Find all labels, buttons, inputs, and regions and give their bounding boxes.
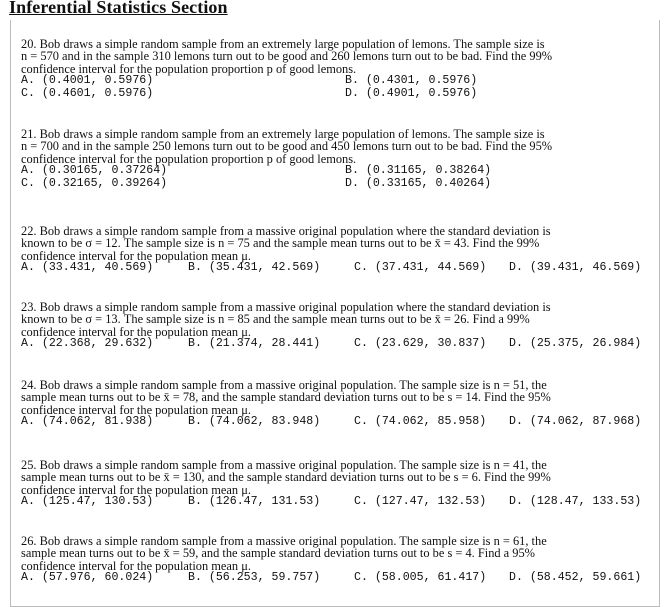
question-24	[21, 379, 646, 429]
option-c[interactable]: C. (0.4601, 0.5976)	[21, 87, 154, 101]
question-line: sample mean turns out to be x̄ = 78, and the sample standard deviation turns out to be s = 14. Find the 95%	[21, 390, 551, 405]
option-d[interactable]: D. (0.33165, 0.40264)	[345, 177, 492, 191]
option-b[interactable]: B. (126.47, 131.53)	[188, 495, 321, 509]
question-line: sample mean turns out to be x̄ = 59, and the sample standard deviation turns out to be s = 4. Find a 95%	[21, 546, 535, 561]
option-d[interactable]: D. (39.431, 46.569)	[509, 261, 642, 275]
option-c[interactable]: C. (0.32165, 0.39264)	[21, 177, 168, 191]
option-a[interactable]: A. (0.4001, 0.5976)	[21, 74, 154, 88]
question-line: 24. Bob draws a simple random sample from a massive original population. The sample size is n = 51, the	[21, 378, 547, 392]
option-d[interactable]: D. (0.4901, 0.5976)	[345, 87, 478, 101]
option-b[interactable]: B. (56.253, 59.757)	[188, 571, 321, 585]
question-line: 22. Bob draws a simple random sample from a massive original population where the standard deviation is	[21, 224, 551, 238]
question-line: n = 570 and in the sample 310 lemons turn out to be good and 260 lemons turn out to be bad. Find the 99%	[21, 49, 553, 64]
question-23	[21, 301, 646, 351]
question-line: sample mean turns out to be x̄ = 130, and the sample standard deviation turns out to be s = 6. Find the 99%	[21, 470, 551, 485]
section-title: Inferential Statistics Section	[9, 0, 228, 17]
option-b[interactable]: B. (74.062, 83.948)	[188, 415, 321, 429]
option-b[interactable]: B. (35.431, 42.569)	[188, 261, 321, 275]
option-a[interactable]: A. (0.30165, 0.37264)	[21, 164, 168, 178]
question-line: known to be σ = 13. The sample size is n = 85 and the sample mean turns out to be x̄ = 26. Find a 99%	[21, 312, 530, 327]
option-d[interactable]: D. (128.47, 133.53)	[509, 495, 642, 509]
question-line: confidence interval for the population mean μ.	[21, 402, 251, 417]
option-c[interactable]: C. (74.062, 85.958)	[354, 415, 487, 429]
question-line: 21. Bob draws a simple random sample from an extremely large population of lemons. The sample size is	[21, 127, 545, 141]
option-a[interactable]: A. (125.47, 130.53)	[21, 495, 154, 509]
option-c[interactable]: C. (58.005, 61.417)	[354, 571, 487, 585]
option-d[interactable]: D. (25.375, 26.984)	[509, 337, 642, 351]
option-b[interactable]: B. (0.31165, 0.38264)	[345, 164, 492, 178]
option-a[interactable]: A. (57.976, 60.024)	[21, 571, 154, 585]
option-b[interactable]: B. (21.374, 28.441)	[188, 337, 321, 351]
question-line: confidence interval for the population mean μ.	[21, 248, 251, 263]
question-line: 26. Bob draws a simple random sample from a massive original population. The sample size is n = 61, the	[21, 534, 547, 548]
question-25	[21, 459, 646, 509]
question-line: confidence interval for the population proportion p of good lemons.	[21, 61, 357, 76]
option-a[interactable]: A. (33.431, 40.569)	[21, 261, 154, 275]
option-c[interactable]: C. (37.431, 44.569)	[354, 261, 487, 275]
question-line: 23. Bob draws a simple random sample from a massive original population where the standard deviation is	[21, 300, 551, 314]
option-a[interactable]: A. (74.062, 81.938)	[21, 415, 154, 429]
option-d[interactable]: D. (58.452, 59.661)	[509, 571, 642, 585]
question-line: confidence interval for the population proportion p of good lemons.	[21, 151, 357, 166]
option-d[interactable]: D. (74.062, 87.968)	[509, 415, 642, 429]
question-line: known to be σ = 12. The sample size is n = 75 and the sample mean turns out to be x̄ = 43. Find the 99%	[21, 236, 540, 251]
question-26	[21, 535, 646, 585]
question-line: confidence interval for the population mean μ.	[21, 324, 251, 339]
option-a[interactable]: A. (22.368, 29.632)	[21, 337, 154, 351]
option-c[interactable]: C. (23.629, 30.837)	[354, 337, 487, 351]
option-b[interactable]: B. (0.4301, 0.5976)	[345, 74, 478, 88]
question-line: 25. Bob draws a simple random sample from a massive original population. The sample size is n = 41, the	[21, 458, 547, 472]
question-line: n = 700 and in the sample 250 lemons turn out to be good and 450 lemons turn out to be bad. Find the 95%	[21, 139, 553, 154]
option-c[interactable]: C. (127.47, 132.53)	[354, 495, 487, 509]
question-line: confidence interval for the population mean μ.	[21, 482, 251, 497]
question-line: 20. Bob draws a simple random sample from an extremely large population of lemons. The sample size is	[21, 37, 545, 51]
question-20	[21, 38, 646, 101]
question-line: confidence interval for the population mean μ.	[21, 558, 251, 573]
question-22	[21, 225, 646, 275]
question-21	[21, 128, 646, 191]
